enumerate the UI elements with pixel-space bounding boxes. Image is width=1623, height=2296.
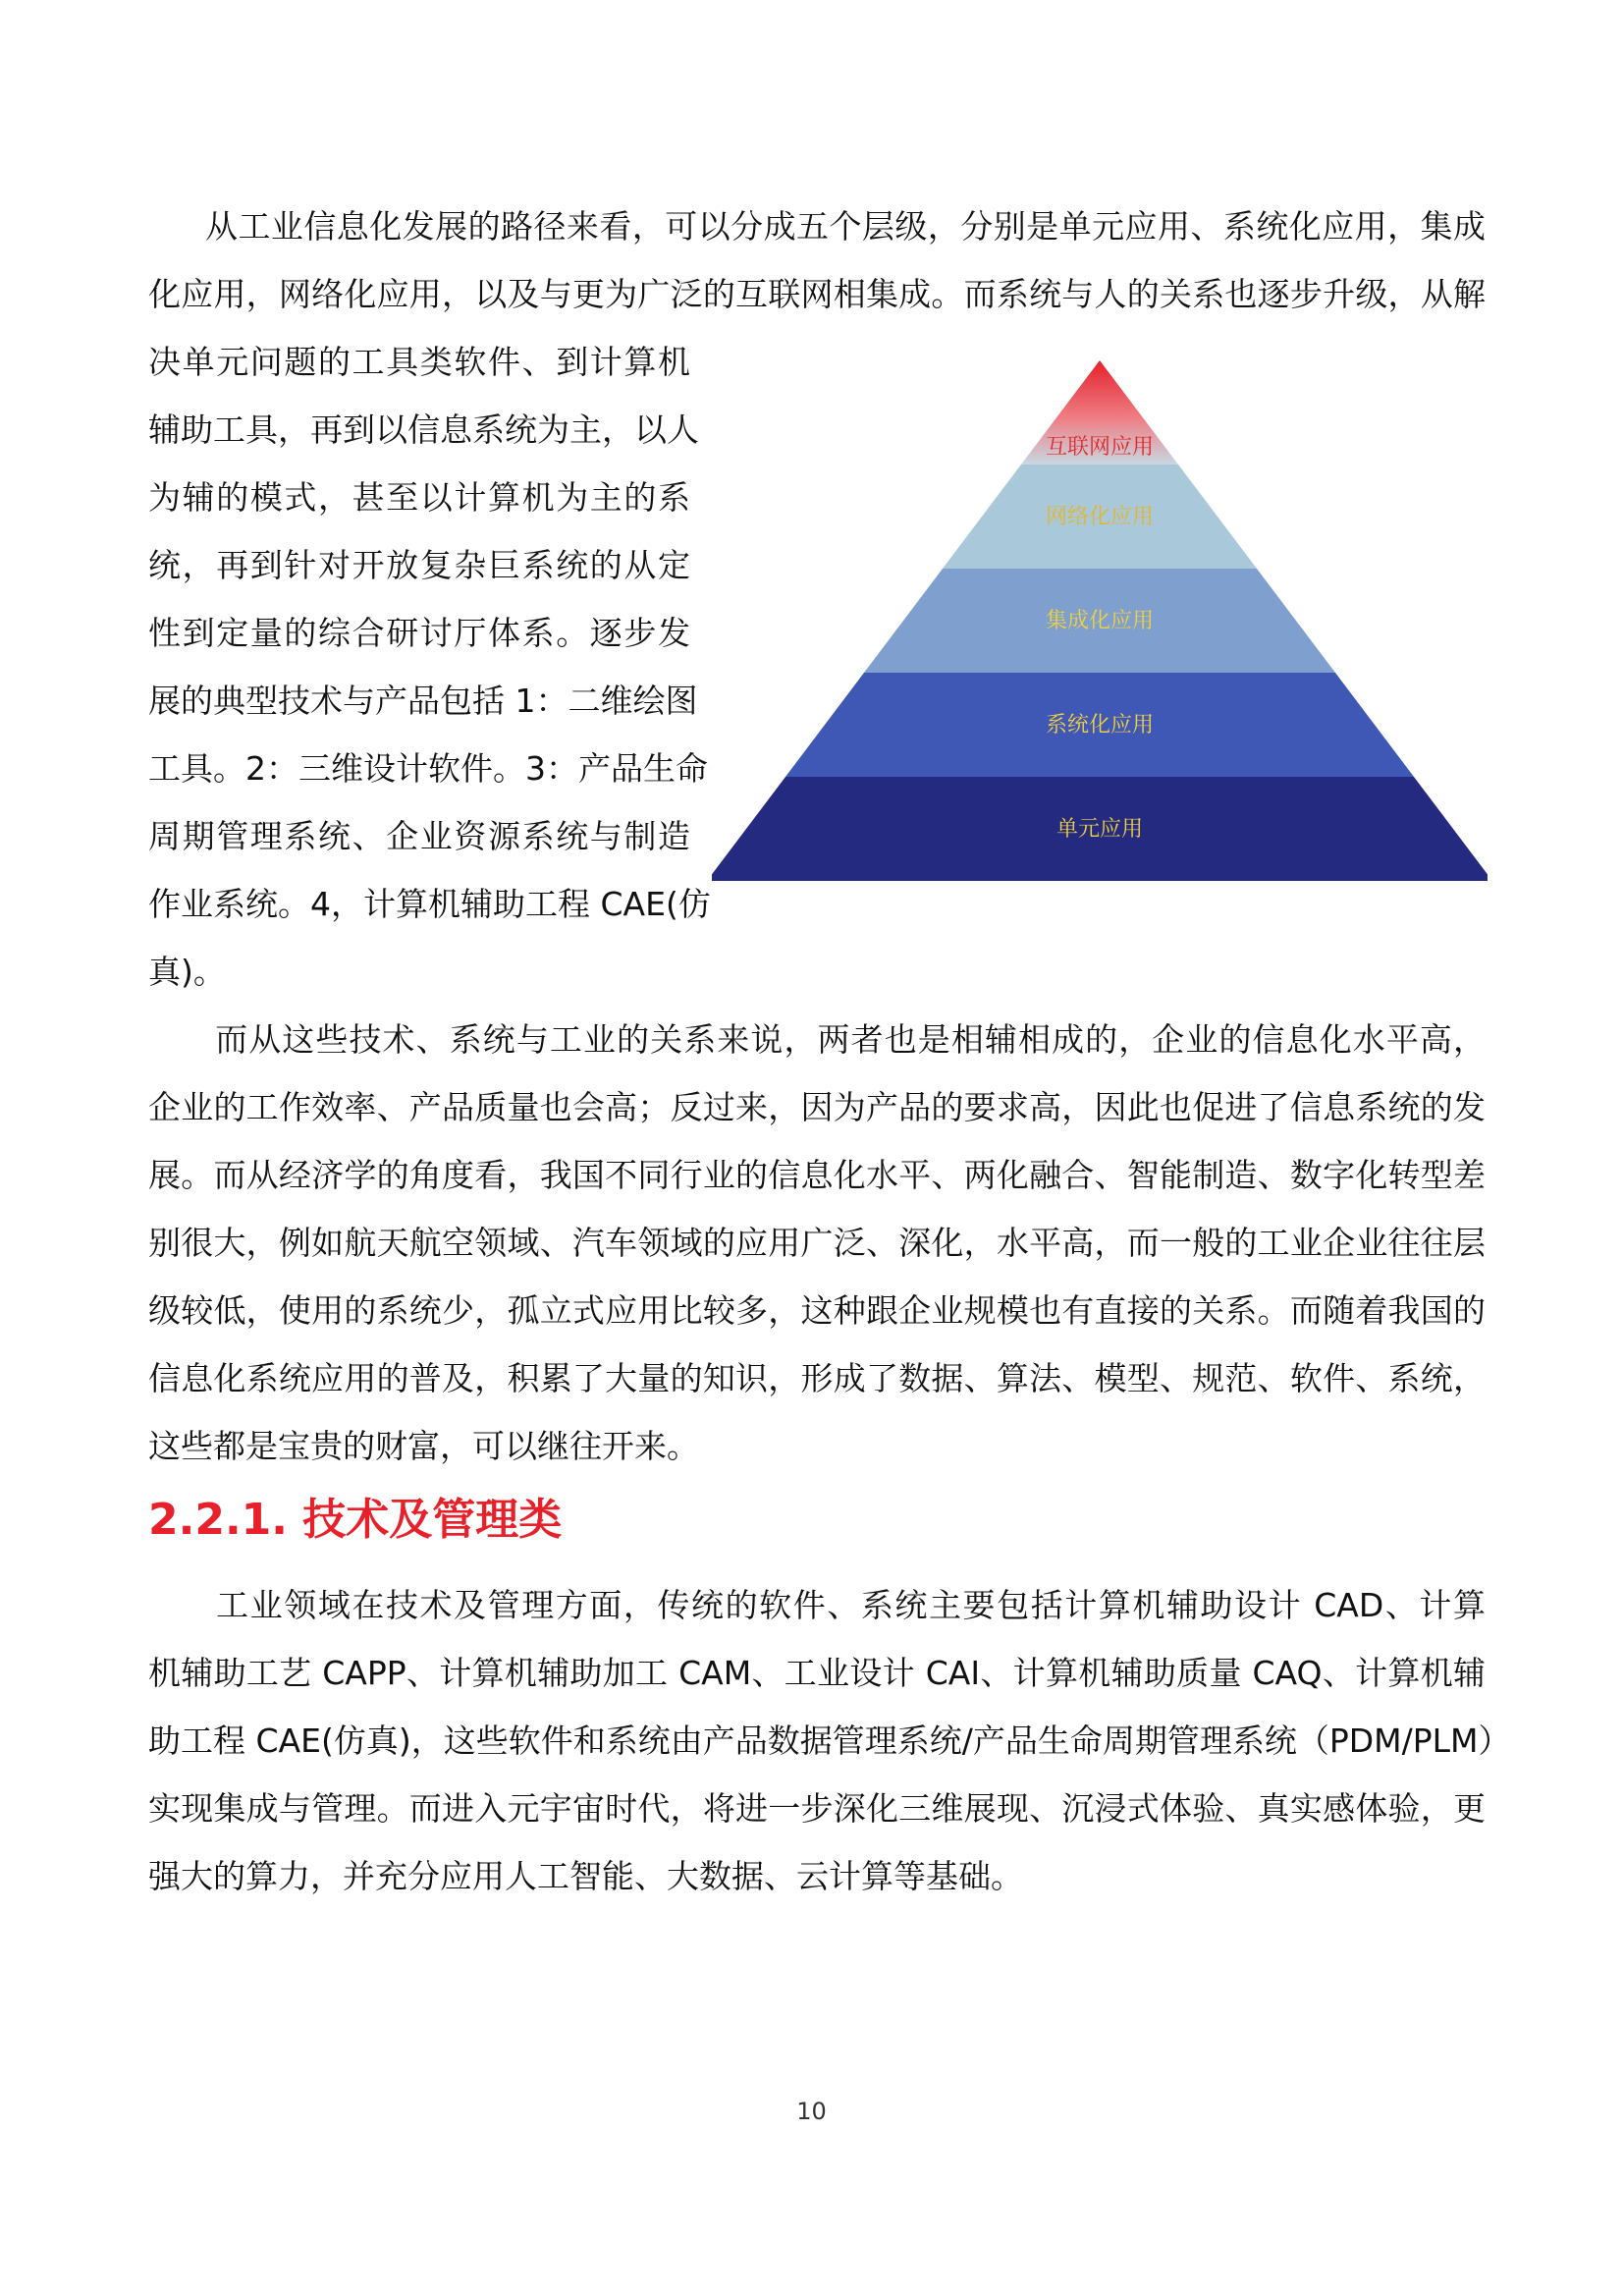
pyramid-label-network: 网络化应用 xyxy=(1045,505,1155,529)
text-line: 展。而从经济学的角度看，我国不同行业的信息化水平、两化融合、智能制造、数字化转型差 xyxy=(148,1156,1486,1194)
text-line: 机辅助工艺 CAPP、计算机辅助加工 CAM、工业设计 CAI、计算机辅助质量 CAQ、计算机辅 xyxy=(148,1654,1486,1692)
page-number: 10 xyxy=(796,2098,827,2125)
body-paragraph-3 xyxy=(148,1571,1511,1910)
text-line: 信息化系统应用的普及，积累了大量的知识，形成了数据、算法、模型、规范、软件、系统， xyxy=(148,1359,1486,1397)
pyramid-label-internet: 互联网应用 xyxy=(1045,435,1155,460)
text-line: 为辅的模式，甚至以计算机为主的系 xyxy=(148,478,690,517)
text-line: 从工业信息化发展的路径来看，可以分成五个层级，分别是单元应用、系统化应用，集成 xyxy=(205,207,1486,246)
wrapped-text-column xyxy=(148,328,711,1006)
text-line: 统，再到针对开放复杂巨系统的从定 xyxy=(148,546,690,584)
text-line: 企业的工作效率、产品质量也会高；反过来，因为产品的要求高，因此也促进了信息系统的发 xyxy=(148,1088,1486,1126)
text-line: 周期管理系统、企业资源系统与制造 xyxy=(148,817,690,855)
text-line: 工具。2：三维设计软件。3：产品生命 xyxy=(148,749,708,788)
pyramid-diagram xyxy=(712,360,1488,881)
text-line: 而从这些技术、系统与工业的关系来说，两者也是相辅相成的，企业的信息化水平高， xyxy=(148,1020,1486,1059)
text-line: 别很大，例如航天航空领域、汽车领域的应用广泛、深化，水平高，而一般的工业企业往往层 xyxy=(148,1224,1486,1262)
text-line: 辅助工具，再到以信息系统为主，以人 xyxy=(148,410,699,449)
text-line: 助工程 CAE(仿真)，这些软件和系统由产品数据管理系统/产品生命周期管理系统（PDM/PLM） xyxy=(148,1722,1511,1760)
pyramid-svg xyxy=(712,360,1488,881)
text-line: 实现集成与管理。而进入元宇宙时代，将进一步深化三维展现、沉浸式体验、真实感体验，更 xyxy=(148,1789,1486,1828)
section-heading: 2.2.1. 技术及管理类 xyxy=(148,1495,563,1545)
text-line: 级较低，使用的系统少，孤立式应用比较多，这种跟企业规模也有直接的关系。而随着我国的 xyxy=(148,1291,1486,1330)
body-paragraph-2 xyxy=(148,1006,1486,1480)
text-line: 展的典型技术与产品包括 1：二维绘图 xyxy=(148,682,698,720)
text-line: 真)。 xyxy=(148,953,226,991)
text-line: 化应用，网络化应用，以及与更为广泛的互联网相集成。而系统与人的关系也逐步升级，从解 xyxy=(148,275,1486,313)
text-line: 这些都是宝贵的财富，可以继往开来。 xyxy=(148,1427,699,1465)
text-line: 工业领域在技术及管理方面，传统的软件、系统主要包括计算机辅助设计 CAD、计算 xyxy=(148,1586,1486,1624)
pyramid-label-integration: 集成化应用 xyxy=(1045,609,1155,633)
pyramid-label-system: 系统化应用 xyxy=(1045,713,1155,738)
pyramid-label-unit: 单元应用 xyxy=(1055,817,1144,842)
text-line: 决单元问题的工具类软件、到计算机 xyxy=(148,343,690,381)
text-line: 强大的算力，并充分应用人工智能、大数据、云计算等基础。 xyxy=(148,1857,1023,1895)
text-line: 作业系统。4，计算机辅助工程 CAE(仿 xyxy=(148,885,711,923)
text-line: 性到定量的综合研讨厅体系。逐步发 xyxy=(148,614,690,652)
intro-paragraph xyxy=(148,192,1486,328)
